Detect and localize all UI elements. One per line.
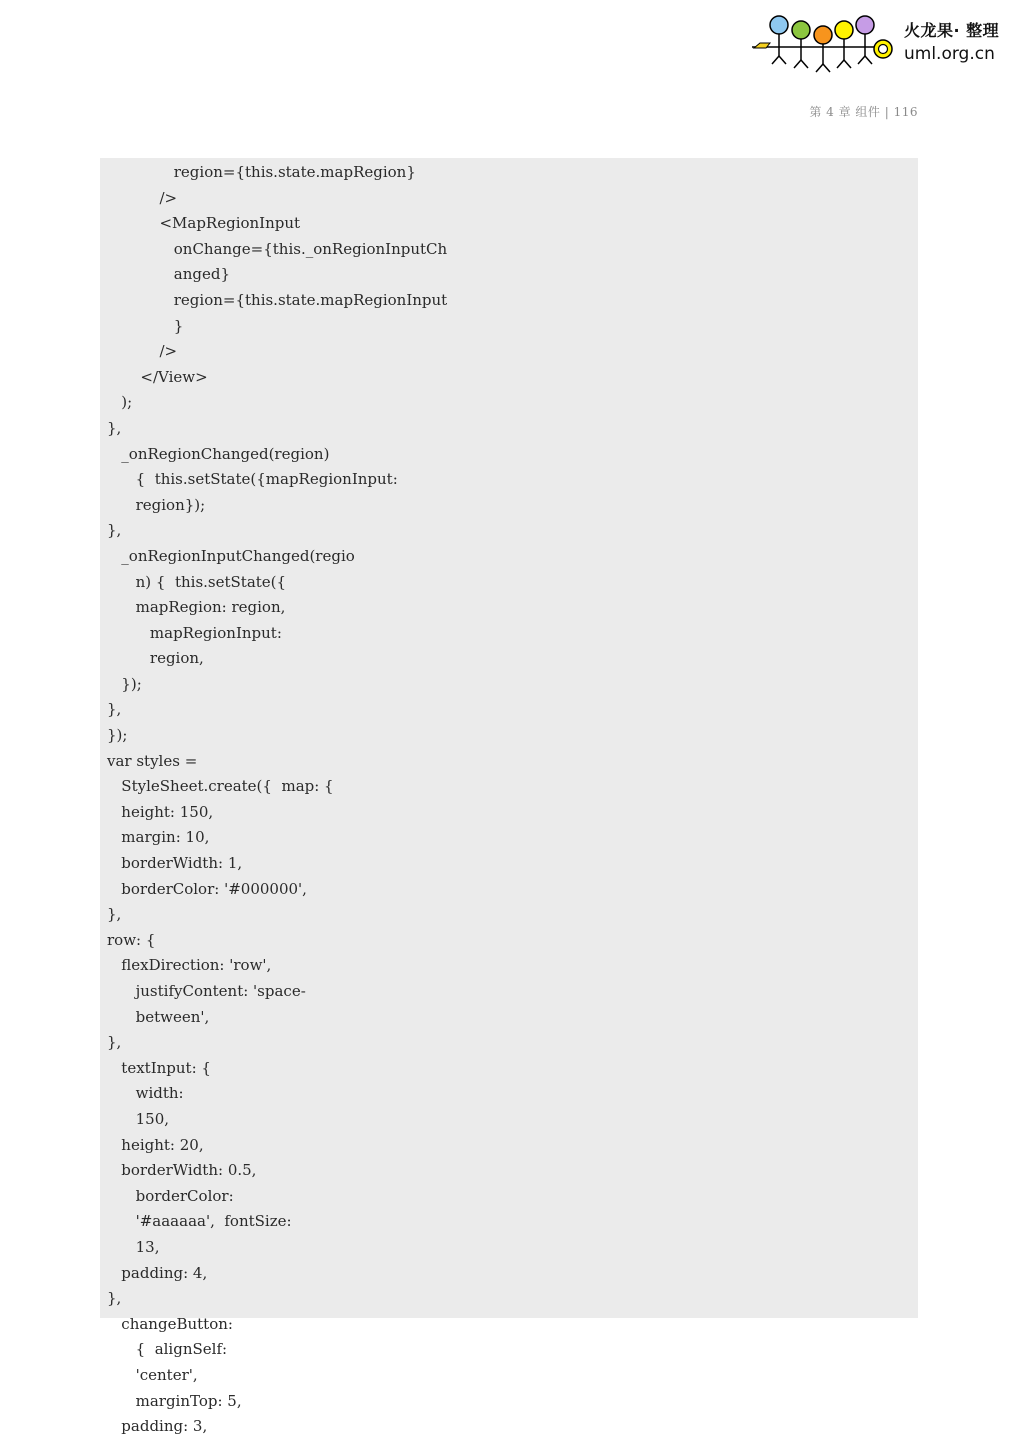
code-line: 150, [107, 1109, 170, 1128]
code-line: padding: 3, [107, 1417, 208, 1436]
site-logo [748, 10, 1010, 76]
code-line: 13, [107, 1237, 160, 1256]
code-line: } [107, 316, 184, 335]
code-line: marginTop: 5, [107, 1391, 242, 1410]
code-line: /> [107, 342, 178, 361]
code-line: }); [107, 726, 128, 745]
code-line: }, [107, 1033, 122, 1052]
code-line: borderColor: [107, 1186, 234, 1205]
code-line: _onRegionChanged(region) [107, 444, 330, 463]
code-line: { this.setState({mapRegionInput: [107, 470, 398, 489]
code-line: /> [107, 188, 178, 207]
code-line: changeButton: [107, 1314, 233, 1333]
code-line: ); [107, 393, 133, 412]
code-line: borderWidth: 0.5, [107, 1161, 257, 1180]
code-line: _onRegionInputChanged(regio [107, 546, 355, 565]
code-line: }, [107, 418, 122, 437]
code-line: margin: 10, [107, 828, 210, 847]
code-line: anged} [107, 265, 230, 284]
code-block [107, 160, 447, 1440]
code-line: }); [107, 674, 142, 693]
stick-figures-logo-icon [748, 10, 898, 76]
code-line: }, [107, 700, 122, 719]
code-line: </View> [107, 367, 208, 386]
logo-text [904, 20, 999, 66]
code-line: StyleSheet.create({ map: { [107, 777, 334, 796]
code-line: }, [107, 905, 122, 924]
code-line: 'center', [107, 1365, 198, 1384]
code-line: row: { [107, 930, 156, 949]
code-line: height: 150, [107, 802, 214, 821]
code-line: borderWidth: 1, [107, 854, 243, 873]
code-line: width: [107, 1084, 184, 1103]
code-line: region}); [107, 495, 206, 514]
logo-url: uml.org.cn [904, 44, 995, 64]
code-line: justifyContent: 'space- [107, 982, 306, 1000]
code-line: borderColor: '#000000', [107, 879, 307, 898]
code-line: between', [107, 1007, 210, 1026]
code-line: mapRegionInput: [107, 623, 282, 642]
code-line: }, [107, 1289, 122, 1308]
code-line: { alignSelf: [107, 1340, 228, 1359]
code-line: flexDirection: 'row', [107, 956, 272, 975]
code-line: region={this.state.mapRegionInput [107, 290, 448, 309]
code-line: '#aaaaaa', fontSize: [107, 1212, 292, 1231]
code-line: padding: 4, [107, 1263, 208, 1282]
code-line: n) { this.setState({ [107, 572, 287, 591]
code-line: onChange={this._onRegionInputCh [107, 239, 448, 258]
code-line: region={this.state.mapRegion} [107, 163, 416, 181]
code-line: }, [107, 521, 122, 540]
code-line: region, [107, 649, 204, 668]
code-line: <MapRegionInput [107, 214, 301, 233]
code-line: var styles = [107, 751, 198, 770]
code-line: height: 20, [107, 1135, 204, 1154]
code-line: textInput: { [107, 1058, 211, 1077]
code-line: mapRegion: region, [107, 598, 286, 617]
logo-title: 火龙果· 整理 [904, 21, 1000, 40]
running-head: 第 4 章 组件 | 116 [809, 105, 918, 119]
